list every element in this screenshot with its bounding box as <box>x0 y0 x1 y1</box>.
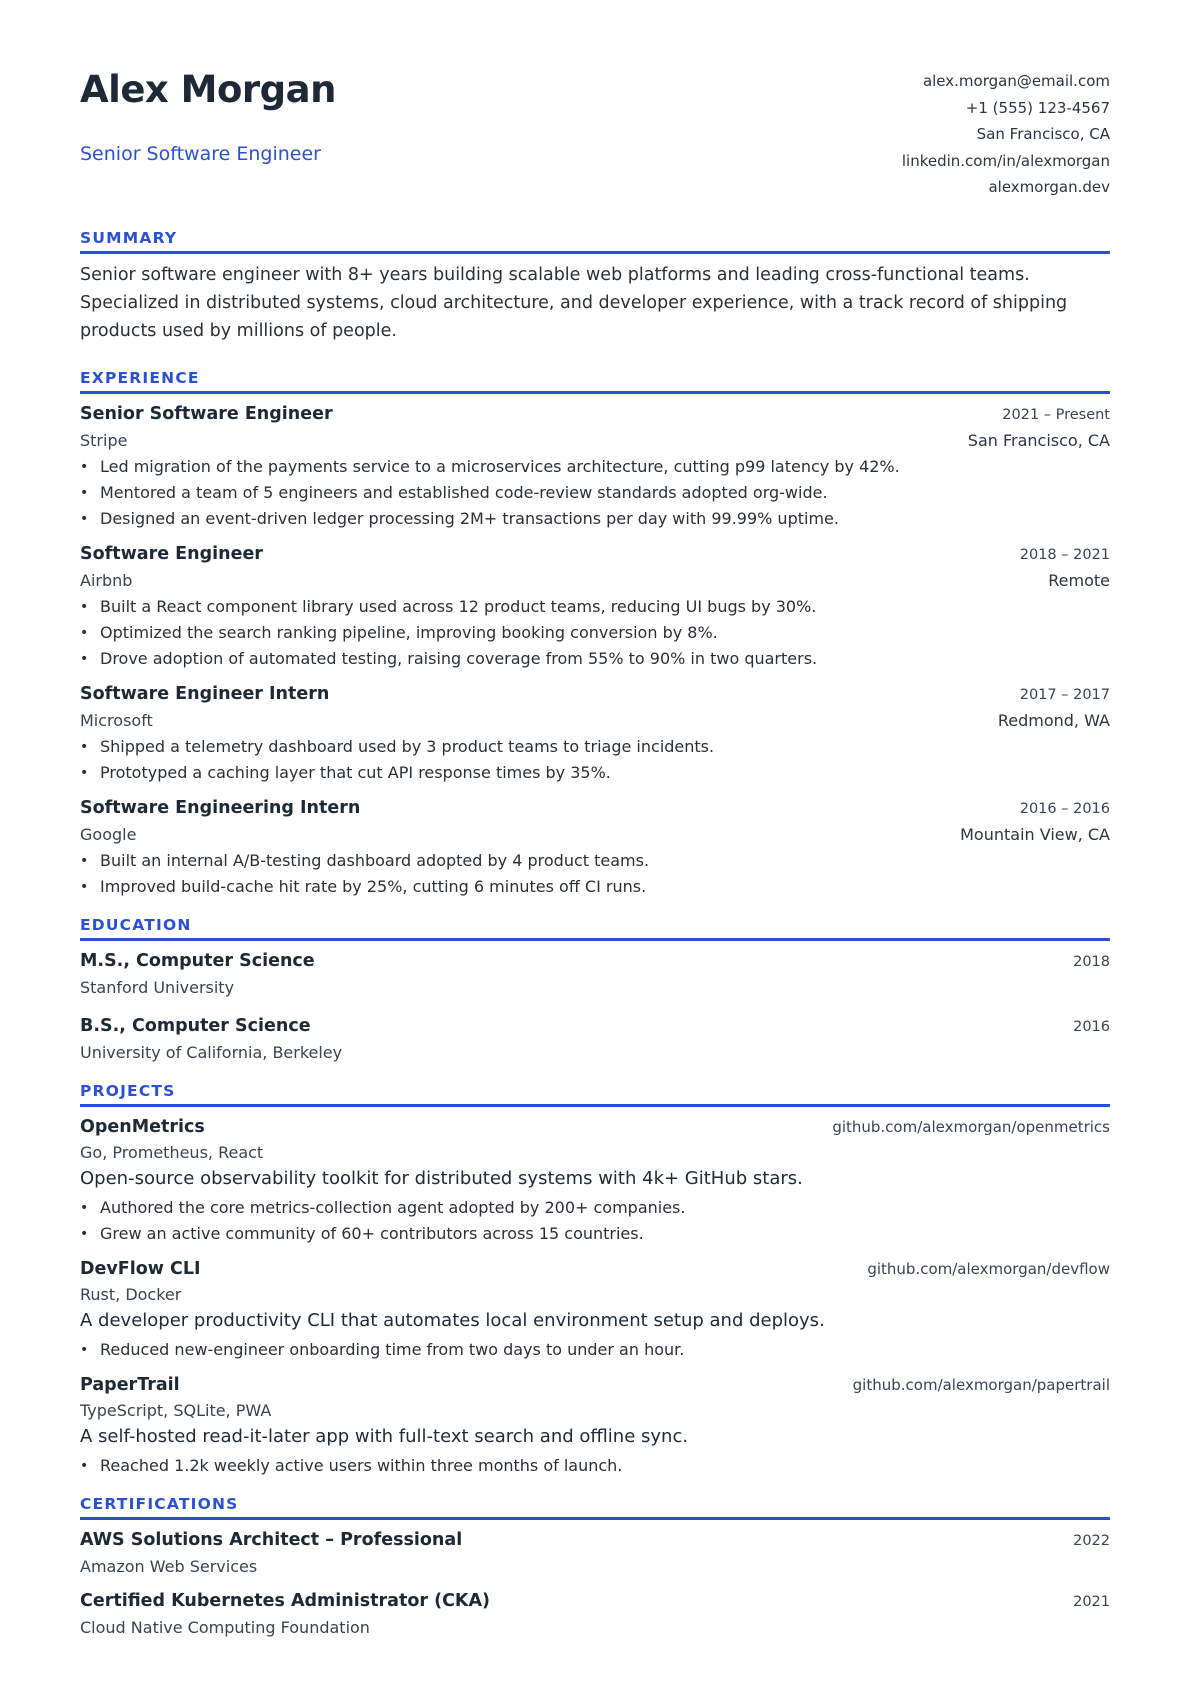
project-description: A developer productivity CLI that automates local environment setup and deploys. <box>80 1310 825 1331</box>
section-title: CERTIFICATIONS <box>80 1493 1110 1520</box>
company-name: Google <box>80 825 137 844</box>
certification-issuer: Amazon Web Services <box>80 1557 258 1576</box>
achievement-item: • Built an internal A/B-testing dashboard adopted by 4 product teams. <box>80 848 1110 874</box>
education-section <box>80 914 1110 1066</box>
school-name: University of California, Berkeley <box>80 1043 343 1062</box>
certification-issuer: Cloud Native Computing Foundation <box>80 1618 370 1637</box>
candidate-name: Alex Morgan <box>80 68 336 111</box>
achievement-item: • Authored the core metrics-collection agent adopted by 200+ companies. <box>80 1195 1110 1221</box>
job-dates: 2017 – 2017 <box>1019 687 1110 703</box>
job-title: Software Engineer <box>80 544 263 564</box>
achievement-item: • Reached 1.2k weekly active users within three months of launch. <box>80 1453 1110 1479</box>
certifications-section <box>80 1493 1110 1641</box>
experience-section <box>80 367 1110 900</box>
achievement-list <box>80 594 1110 672</box>
school-name: Stanford University <box>80 978 235 997</box>
experience-entry <box>80 681 1110 786</box>
summary-section <box>80 227 1110 345</box>
graduation-year: 2016 <box>1073 1019 1110 1035</box>
section-title: PROJECTS <box>80 1080 1110 1107</box>
achievement-item: • Prototyped a caching layer that cut API response times by 35%. <box>80 760 1110 786</box>
achievement-list <box>80 848 1110 900</box>
certification-name: Certified Kubernetes Administrator (CKA) <box>80 1591 491 1611</box>
achievement-item: • Reduced new-engineer onboarding time from two days to under an hour. <box>80 1337 1110 1363</box>
certification-year: 2021 <box>1073 1594 1110 1610</box>
job-title: Software Engineering Intern <box>80 798 361 818</box>
section-title: EXPERIENCE <box>80 367 1110 394</box>
company-name: Microsoft <box>80 711 153 730</box>
achievement-list <box>80 1453 1110 1479</box>
project-tech: Go, Prometheus, React <box>80 1143 264 1162</box>
section-title: SUMMARY <box>80 227 1110 254</box>
job-dates: 2021 – Present <box>1002 407 1110 423</box>
job-title: Senior Software Engineer <box>80 404 333 424</box>
education-entry <box>80 948 1110 1001</box>
certification-year: 2022 <box>1073 1533 1110 1549</box>
company-name: Airbnb <box>80 571 133 590</box>
certification-entry <box>80 1527 1110 1580</box>
job-location: Remote <box>1048 571 1110 590</box>
project-entry <box>80 1114 1110 1247</box>
achievement-item: • Built a React component library used across 12 product teams, reducing UI bugs by 30%. <box>80 594 1110 620</box>
contact-location: San Francisco, CA <box>976 125 1110 143</box>
project-entry <box>80 1372 1110 1479</box>
contact-email[interactable]: alex.morgan@email.com <box>922 72 1110 90</box>
contact-block <box>902 68 1110 201</box>
project-link[interactable]: github.com/alexmorgan/devflow <box>867 1260 1110 1278</box>
project-link[interactable]: github.com/alexmorgan/openmetrics <box>832 1118 1110 1136</box>
project-name: OpenMetrics <box>80 1117 205 1137</box>
achievement-list <box>80 1337 1110 1363</box>
achievement-item: • Drove adoption of automated testing, raising coverage from 55% to 90% in two quarters. <box>80 646 1110 672</box>
contact-phone[interactable]: +1 (555) 123-4567 <box>965 98 1110 117</box>
achievement-item: • Optimized the search ranking pipeline, improving booking conversion by 8%. <box>80 620 1110 646</box>
job-title: Software Engineer Intern <box>80 684 330 704</box>
degree-name: M.S., Computer Science <box>80 951 315 971</box>
project-name: DevFlow CLI <box>80 1259 201 1279</box>
education-entry <box>80 1013 1110 1066</box>
achievement-item: • Shipped a telemetry dashboard used by 3 product teams to triage incidents. <box>80 734 1110 760</box>
achievement-list <box>80 454 1110 532</box>
achievement-item: • Led migration of the payments service to a microservices architecture, cutting p99 latency by 42%. <box>80 454 1110 480</box>
contact-linkedin[interactable]: linkedin.com/in/alexmorgan <box>901 151 1110 170</box>
summary-text: Senior software engineer with 8+ years building scalable web platforms and leading cross-functional teams. Specialized in distributed systems, cloud architecture, and developer experience, with a track record of shipping products used by millions of people. <box>80 265 1068 341</box>
job-location: Mountain View, CA <box>960 825 1110 844</box>
achievement-list <box>80 734 1110 786</box>
project-name: PaperTrail <box>80 1375 180 1395</box>
project-entry <box>80 1256 1110 1363</box>
resume-header <box>80 62 1110 227</box>
job-location: San Francisco, CA <box>967 431 1110 450</box>
certification-name: AWS Solutions Architect – Professional <box>80 1530 463 1550</box>
achievement-item: • Grew an active community of 60+ contributors across 15 countries. <box>80 1221 1110 1247</box>
achievement-item: • Mentored a team of 5 engineers and established code-review standards adopted org-wide. <box>80 480 1110 506</box>
project-tech: Rust, Docker <box>80 1285 182 1304</box>
experience-entry <box>80 541 1110 672</box>
achievement-item: • Designed an event-driven ledger processing 2M+ transactions per day with 99.99% uptime. <box>80 506 1110 532</box>
experience-entry <box>80 795 1110 900</box>
candidate-role: Senior Software Engineer <box>80 143 321 165</box>
contact-website[interactable]: alexmorgan.dev <box>988 178 1110 196</box>
project-tech: TypeScript, SQLite, PWA <box>80 1401 272 1420</box>
project-description: A self-hosted read-it-later app with full-text search and offline sync. <box>80 1426 689 1447</box>
achievement-item: • Improved build-cache hit rate by 25%, cutting 6 minutes off CI runs. <box>80 874 1110 900</box>
achievement-list <box>80 1195 1110 1247</box>
project-link[interactable]: github.com/alexmorgan/papertrail <box>852 1376 1110 1394</box>
section-title: EDUCATION <box>80 914 1110 941</box>
graduation-year: 2018 <box>1073 954 1110 970</box>
projects-section <box>80 1080 1110 1479</box>
experience-entry <box>80 401 1110 532</box>
job-dates: 2018 – 2021 <box>1019 547 1110 563</box>
job-dates: 2016 – 2016 <box>1019 801 1110 817</box>
identity-block <box>80 62 336 166</box>
degree-name: B.S., Computer Science <box>80 1016 311 1036</box>
company-name: Stripe <box>80 431 128 450</box>
job-location: Redmond, WA <box>997 711 1110 730</box>
project-description: Open-source observability toolkit for distributed systems with 4k+ GitHub stars. <box>80 1168 803 1189</box>
certification-entry <box>80 1588 1110 1641</box>
